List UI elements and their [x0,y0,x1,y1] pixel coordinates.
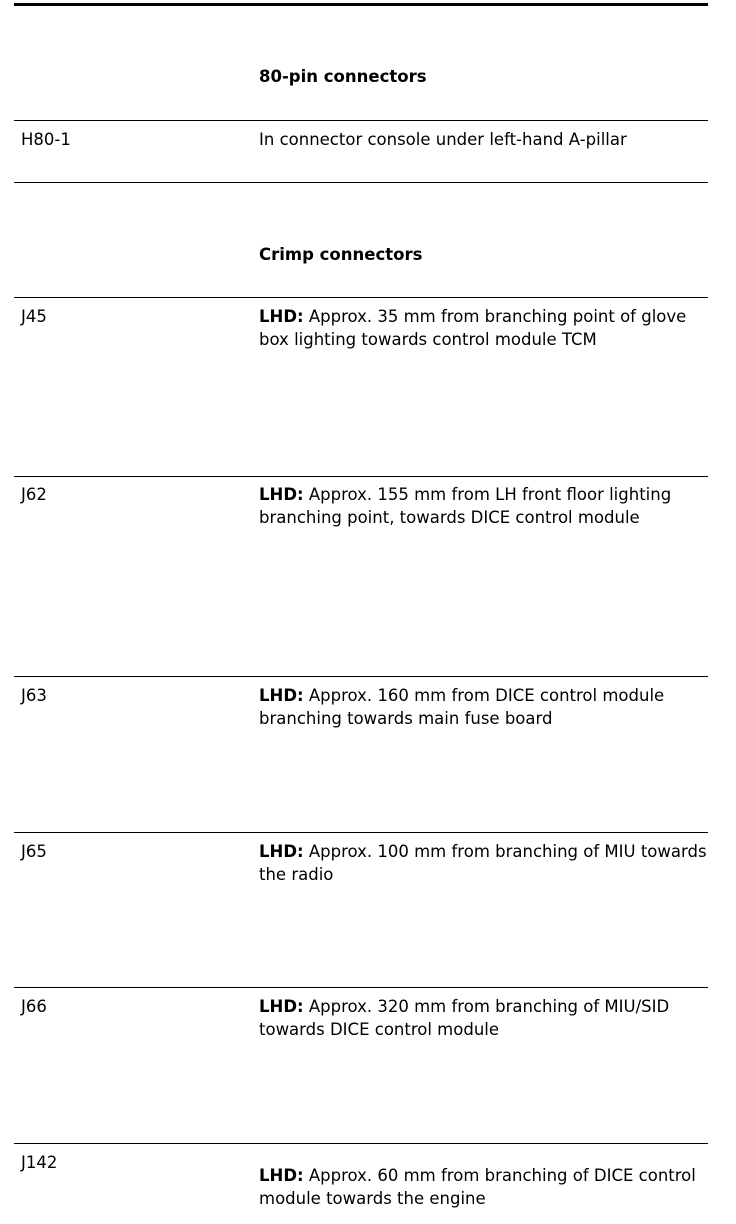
lhd-tag: LHD: [259,485,304,504]
lhd-tag: LHD: [259,1166,304,1185]
connector-location [259,128,709,151]
connector-location [259,840,709,886]
connector-id: J66 [21,997,47,1016]
connector-id: J65 [21,842,47,861]
row-divider [14,182,708,183]
table-top-rule [14,3,708,6]
lhd-tag: LHD: [259,307,304,326]
lhd-tag: LHD: [259,842,304,861]
connector-location-text: Approx. 100 mm from branching of MIU towards the radio [259,842,707,884]
connector-id: J142 [21,1153,58,1172]
row-divider [14,297,708,298]
connector-id: J62 [21,485,47,504]
row-divider [14,476,708,477]
row-divider [14,987,708,988]
connector-location [259,483,709,529]
connector-location-text: Approx. 160 mm from DICE control module branching towards main fuse board [259,686,665,728]
connector-location-text: Approx. 155 mm from LH front floor lighting branching point, towards DICE control module [259,485,672,527]
row-divider [14,1143,708,1144]
connector-location-text: Approx. 60 mm from branching of DICE control module towards the engine [259,1166,696,1208]
row-divider [14,676,708,677]
connector-location-text: Approx. 320 mm from branching of MIU/SID towards DICE control module [259,997,670,1039]
connector-id: J45 [21,307,47,326]
row-divider [14,120,708,121]
row-divider [14,832,708,833]
connector-id: J63 [21,686,47,705]
connector-location [259,1164,709,1210]
lhd-tag: LHD: [259,686,304,705]
connector-location-text: Approx. 35 mm from branching point of glove box lighting towards control module TCM [259,307,687,349]
lhd-tag: LHD: [259,997,304,1016]
section-heading-crimp: Crimp connectors [259,245,423,264]
section-heading-80-pin: 80-pin connectors [259,67,427,86]
connector-location [259,305,709,351]
connector-location [259,995,709,1041]
connector-location [259,684,709,730]
connector-location-text: In connector console under left-hand A-pillar [259,130,627,149]
connector-id: H80-1 [21,130,71,149]
